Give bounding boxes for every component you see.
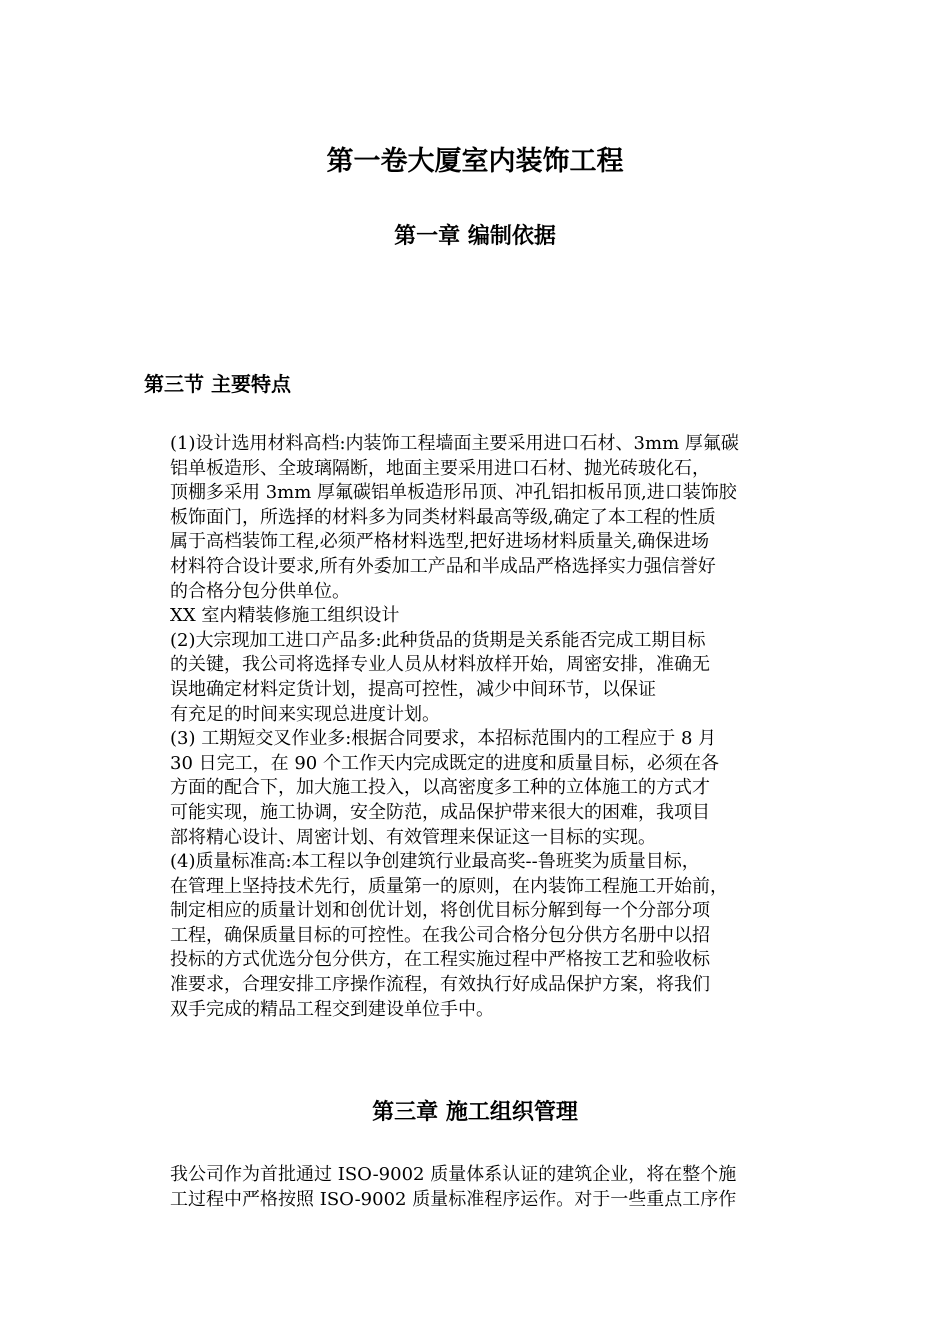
chapter-3-title: 第三章 施工组织管理	[372, 1100, 578, 1125]
body-line: XX 室内精装修施工组织设计	[170, 605, 400, 627]
body-line: 30 日完工，在 90 个工作天内完成既定的进度和质量目标，必须在各	[170, 752, 719, 774]
body-line: 制定相应的质量计划和创优计划，将创优目标分解到每一个分部分项	[170, 900, 710, 922]
body-line: 的关键，我公司将选择专业人员从材料放样开始，周密安排，准确无	[170, 654, 710, 676]
body-line: 可能实现，施工协调，安全防范，成品保护带来很大的困难，我项目	[170, 801, 710, 823]
volume-title: 第一卷大厦室内装饰工程	[326, 146, 624, 177]
body-line: 铝单板造形、全玻璃隔断，地面主要采用进口石材、抛光砖玻化石，	[170, 457, 710, 479]
body-line: 误地确定材料定货计划，提高可控性，减少中间环节，以保证	[170, 678, 656, 700]
chapter-3-body	[170, 1162, 820, 1212]
body-line: 的合格分包分供单位。	[170, 580, 350, 602]
body-line: 工过程中严格按照 ISO-9002 质量标准程序运作。对于一些重点工序作	[170, 1189, 737, 1210]
body-line: 顶棚多采用 3mm 厚氟碳铝单板造形吊顶、冲孔铝扣板吊顶,进口装饰胶	[170, 482, 737, 504]
body-line: 投标的方式优选分包分供方，在工程实施过程中严格按工艺和验收标	[170, 949, 710, 971]
body-line: 在管理上坚持技术先行，质量第一的原则，在内装饰工程施工开始前，	[170, 875, 728, 897]
section-title: 第三节 主要特点	[144, 372, 291, 396]
section-body	[170, 432, 820, 1022]
body-line: (3) 工期短交叉作业多:根据合同要求，本招标范围内的工程应于 8 月	[170, 728, 717, 750]
body-line: 工程，确保质量目标的可控性。在我公司合格分包分供方名册中以招	[170, 924, 710, 946]
body-line: (4)质量标准高:本工程以争创建筑行业最高奖--鲁班奖为质量目标，	[170, 851, 700, 873]
body-line: 部将精心设计、周密计划、有效管理来保证这一目标的实现。	[170, 826, 656, 848]
body-line: 准要求，合理安排工序操作流程，有效执行好成品保护方案，将我们	[170, 974, 710, 996]
body-line: (1)设计选用材料高档:内装饰工程墙面主要采用进口石材、3mm 厚氟碳	[170, 433, 739, 454]
body-line: 有充足的时间来实现总进度计划。	[170, 703, 440, 725]
body-line: 材料符合设计要求,所有外委加工产品和半成品严格选择实力强信誉好	[170, 555, 716, 577]
chapter-1-title: 第一章 编制依据	[394, 224, 556, 249]
body-line: 属于高档装饰工程,必须严格材料选型,把好进场材料质量关,确保进场	[170, 531, 710, 553]
body-line: 板饰面门，所选择的材料多为同类材料最高等级,确定了本工程的性质	[170, 506, 716, 528]
body-line: 双手完成的精品工程交到建设单位手中。	[170, 998, 494, 1020]
body-line: 方面的配合下，加大施工投入，以高密度多工种的立体施工的方式才	[170, 777, 710, 799]
body-line: (2)大宗现加工进口产品多:此种货品的货期是关系能否完成工期目标	[170, 629, 706, 651]
body-line: 我公司作为首批通过 ISO-9002 质量体系认证的建筑企业，将在整个施	[170, 1164, 737, 1185]
